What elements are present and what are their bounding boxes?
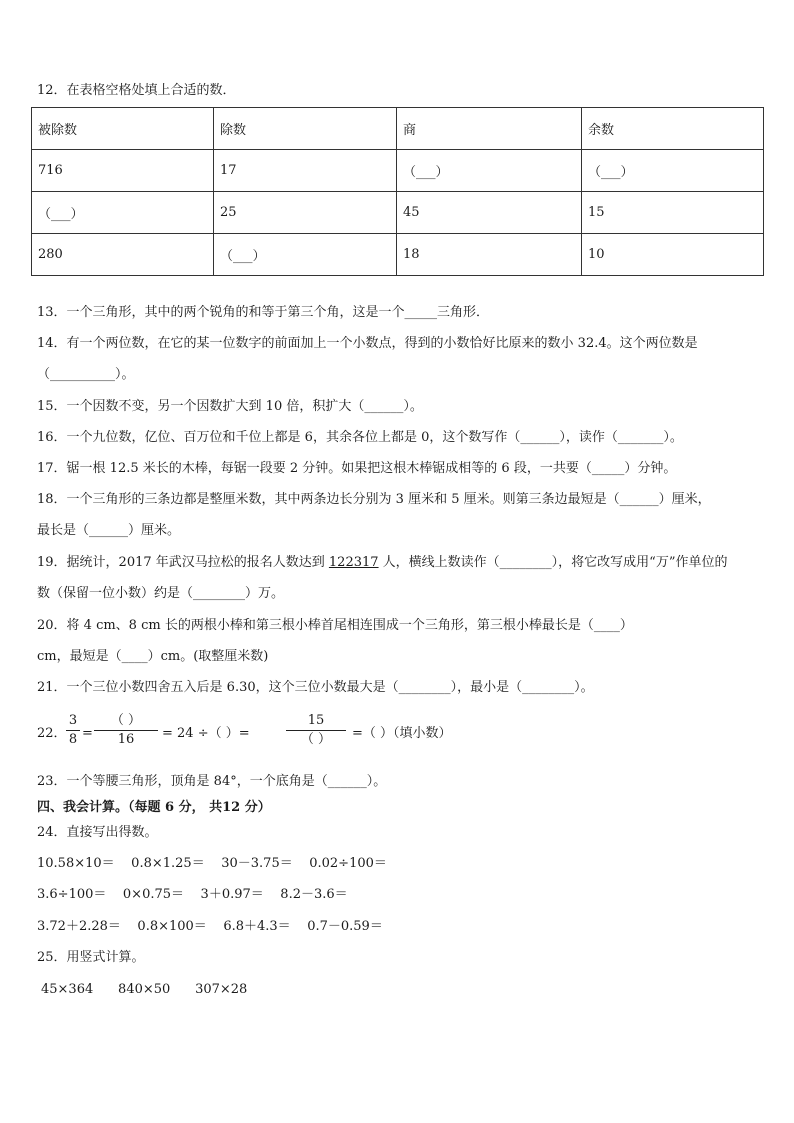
question-19-line2: 数（保留一位小数）约是（________）万。 [37, 586, 285, 601]
question-15: 15．一个因数不变，另一个因数扩大到 10 倍，积扩大（______）。 [37, 399, 423, 414]
table-cell-blank[interactable]: （___） [582, 150, 764, 192]
calc-row-3: 3.72＋2.28＝ 0.8×100＝ 6.8＋4.3＝ 0.7－0.59＝ [37, 919, 383, 934]
fraction-denominator: 16 [117, 732, 135, 747]
calc-row-1: 10.58×10＝ 0.8×1.25＝ 30－3.75＝ 0.02÷100＝ [37, 856, 387, 871]
question-19-line1 [37, 554, 727, 572]
table-row [32, 192, 764, 234]
question-23: 23．一个等腰三角形，顶角是 84°，一个底角是（______）。 [37, 774, 387, 789]
table-cell: 10 [582, 234, 764, 276]
fraction-15-blank [286, 712, 346, 749]
header-quotient: 商 [397, 108, 582, 150]
q22-end: =（ ）（填小数） [352, 726, 452, 741]
question-18-line2: 最长是（______）厘米。 [37, 523, 181, 538]
table-row [32, 150, 764, 192]
table-cell: 15 [582, 192, 764, 234]
q22-label: 22． [37, 726, 67, 741]
q19-underlined-number: 122317 [328, 555, 379, 570]
q12-table [31, 107, 764, 276]
fraction-blank-16 [94, 712, 158, 749]
table-cell: 716 [32, 150, 214, 192]
header-divisor: 除数 [214, 108, 397, 150]
header-remainder: 余数 [582, 108, 764, 150]
equals-sign: = [82, 726, 93, 741]
question-18-line1: 18．一个三角形的三条边都是整厘米数，其中两条边长分别为 3 厘米和 5 厘米。则第三条边最短是（______）厘米， [37, 492, 711, 507]
q19-text-post: 人，横线上数读作（________），将它改写成用“万”作单位的 [378, 555, 728, 570]
fraction-numerator[interactable]: （ ） [94, 712, 158, 731]
question-17: 17．锯一根 12.5 米长的木棒，每锯一段要 2 分钟。如果把这根木棒锯成相等的 6 段，一共要（_____）分钟。 [37, 461, 677, 476]
fraction-3-8 [66, 712, 80, 749]
header-dividend: 被除数 [32, 108, 214, 150]
fraction-numerator: 3 [66, 712, 80, 731]
table-cell: 17 [214, 150, 397, 192]
question-20-line2: cm，最短是（____）cm。(取整厘米数) [37, 649, 269, 664]
q19-text-pre: 19．据统计，2017 年武汉马拉松的报名人数达到 [37, 555, 329, 570]
q22-middle: = 24 ÷（ ）= [162, 726, 250, 741]
table-cell-blank[interactable]: （___） [214, 234, 397, 276]
question-20-line1: 20．将 4 cm、8 cm 长的两根小棒和第三根小棒首尾相连围成一个三角形，第三根小棒最长是（____） [37, 618, 633, 633]
fraction-denominator[interactable]: （ ） [300, 732, 332, 747]
question-21: 21．一个三位小数四舍五入后是 6.30，这个三位小数最大是（________），最小是（________）。 [37, 680, 594, 695]
question-25: 25．用竖式计算。 [37, 950, 145, 965]
table-cell-blank[interactable]: （___） [32, 192, 214, 234]
question-24: 24．直接写出得数。 [37, 825, 158, 840]
table-header-row [32, 108, 764, 150]
calc-row-4: 45×364 840×50 307×28 [41, 982, 248, 997]
table-cell: 45 [397, 192, 582, 234]
calc-row-2: 3.6÷100＝ 0×0.75＝ 3＋0.97＝ 8.2－3.6＝ [37, 887, 348, 902]
table-cell: 25 [214, 192, 397, 234]
question-16: 16．一个九位数，亿位、百万位和千位上都是 6，其余各位上都是 0，这个数写作（______），读作（_______）。 [37, 430, 683, 445]
fraction-numerator: 15 [286, 712, 346, 731]
question-14-line2: （__________）。 [37, 367, 135, 382]
question-13: 13．一个三角形，其中的两个锐角的和等于第三个角，这是一个_____三角形． [37, 305, 490, 320]
question-14-line1: 14．有一个两位数，在它的某一位数字的前面加上一个小数点，得到的小数恰好比原来的数小 32.4。这个两位数是 [37, 336, 698, 351]
table-row [32, 234, 764, 276]
table-cell-blank[interactable]: （___） [397, 150, 582, 192]
table-cell: 18 [397, 234, 582, 276]
q12-title: 12．在表格空格处填上合适的数． [37, 83, 236, 98]
table-cell: 280 [32, 234, 214, 276]
fraction-denominator: 8 [68, 732, 78, 747]
section-4-title: 四、我会计算。（每题 6 分， 共12 分） [37, 800, 271, 815]
